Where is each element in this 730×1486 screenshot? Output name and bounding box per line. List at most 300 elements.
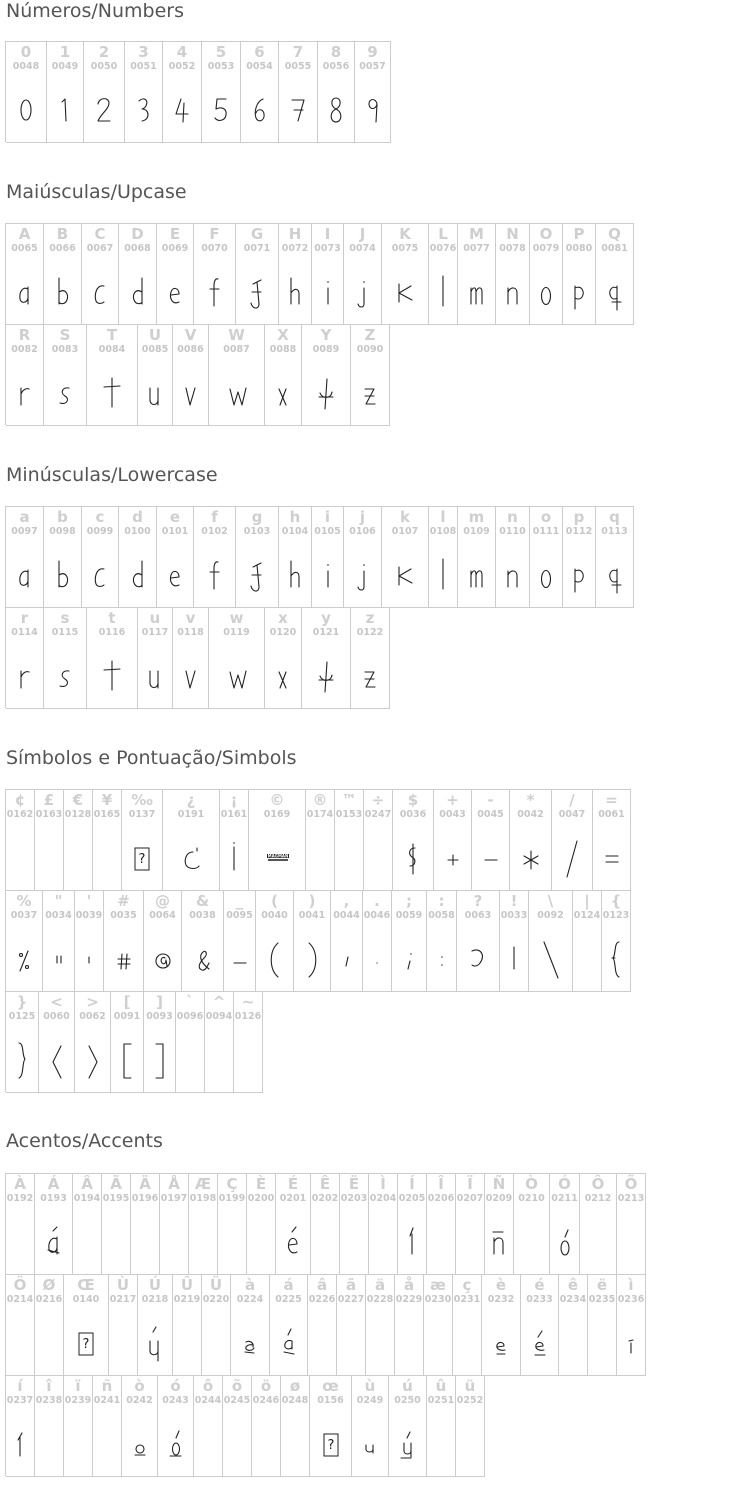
glyph-character-label: Â <box>81 1175 93 1193</box>
glyph-sample <box>427 1205 455 1274</box>
glyph-cell <box>93 790 122 891</box>
glyph-character-label: Ç <box>226 1175 238 1193</box>
glyph-code-label: 0083 <box>51 344 79 355</box>
glyph-code-label: 0196 <box>131 1193 159 1204</box>
glyph-cell <box>366 1275 395 1376</box>
glyph-braceright-icon <box>12 1040 32 1082</box>
glyph-sample <box>220 821 248 890</box>
glyph-code-label: 0058 <box>428 910 455 921</box>
glyph-sample <box>73 1205 101 1274</box>
glyph-code-label: 0225 <box>275 1294 302 1305</box>
glyph-two-icon <box>94 90 114 132</box>
glyph-character-label: p <box>573 508 585 526</box>
glyph-code-label: 0046 <box>363 910 391 921</box>
glyph-character-label: E <box>169 225 181 243</box>
glyph-code-label: 0140 <box>72 1294 100 1305</box>
glyph-sample <box>138 1306 172 1375</box>
glyph-sample <box>44 356 86 425</box>
glyph-cell <box>84 42 125 143</box>
glyph-code-label: 0065 <box>11 243 38 254</box>
glyph-sample <box>496 255 529 324</box>
glyph-character-label: Ø <box>42 1276 56 1294</box>
glyph-cell <box>521 1275 559 1376</box>
glyph-cell <box>596 507 634 608</box>
glyph-cell <box>6 1174 35 1275</box>
glyph-cell <box>104 891 144 992</box>
glyph-grid-row <box>5 890 631 991</box>
glyph-code-label: 0062 <box>79 1011 106 1022</box>
glyph-code-label: 0246 <box>252 1395 280 1406</box>
glyph-code-label: 0195 <box>102 1193 130 1204</box>
glyph-sample <box>144 1023 175 1092</box>
glyph-character-label: / <box>569 791 575 809</box>
glyph-code-label: 0237 <box>6 1395 34 1406</box>
glyph-i-icon <box>318 555 338 597</box>
glyph-code-label: 0096 <box>176 1011 204 1022</box>
glyph-cell <box>93 1376 122 1477</box>
glyph-cell <box>456 1174 485 1275</box>
glyph-character-label: ^ <box>212 993 226 1011</box>
glyph-braceleft-icon <box>606 939 626 981</box>
glyph-character-label: * <box>526 791 535 809</box>
glyph-d-icon <box>128 555 148 597</box>
glyph-code-label: 0232 <box>487 1294 515 1305</box>
glyph-sample <box>496 538 529 607</box>
glyph-sample <box>6 639 43 708</box>
glyph-cell <box>131 1174 160 1275</box>
glyph-character-label: Ã <box>110 1175 122 1193</box>
glyph-cell <box>205 992 234 1093</box>
glyph-code-label: 0104 <box>281 526 309 537</box>
glyph-character-label: £ <box>43 791 55 809</box>
glyph-sample <box>429 255 457 324</box>
svg-text:?: ? <box>138 851 146 867</box>
glyph-character-label: : <box>438 892 445 910</box>
glyph-character-label: Ï <box>467 1175 473 1193</box>
glyph-cell <box>456 1376 485 1477</box>
glyph-cell <box>6 507 44 608</box>
glyph-logo-icon <box>267 838 287 880</box>
glyph-cell <box>189 1174 218 1275</box>
glyph-sample <box>563 538 595 607</box>
glyph-cell <box>457 891 500 992</box>
glyph-code-label: 0042 <box>517 809 544 820</box>
glyph-four-icon <box>172 90 192 132</box>
glyph-k-icon <box>395 272 415 314</box>
glyph-nine-icon <box>363 90 383 132</box>
glyph-character-label: A <box>18 225 31 243</box>
glyph-cell <box>312 507 344 608</box>
glyph-cell <box>223 1376 252 1477</box>
glyph-character-label: m <box>468 508 485 526</box>
glyph-m-icon <box>467 555 487 597</box>
glyph-sample <box>312 538 343 607</box>
glyph-cell <box>247 1174 276 1275</box>
glyph-code-label: 0198 <box>189 1193 217 1204</box>
glyph-code-label: 0248 <box>281 1395 309 1406</box>
glyph-cell <box>234 992 263 1093</box>
glyph-code-label: 0041 <box>298 910 326 921</box>
glyph-code-label: 0098 <box>49 526 76 537</box>
glyph-sample <box>500 922 528 991</box>
glyph-sample <box>312 255 343 324</box>
glyph-sample <box>35 1407 63 1476</box>
glyph-character-label: @ <box>155 892 170 910</box>
glyph-code-label: 0037 <box>10 910 38 921</box>
glyph-cell <box>256 891 294 992</box>
glyph-code-label: 0043 <box>439 809 466 820</box>
glyph-sample <box>173 356 208 425</box>
glyph-t-icon <box>102 373 122 415</box>
glyph-code-label: 0076 <box>429 243 457 254</box>
glyph-at-icon <box>153 939 173 981</box>
glyph-cell <box>559 1275 588 1376</box>
glyph-sample <box>6 821 34 890</box>
glyph-character-label: ì <box>628 1276 634 1294</box>
glyph-sample <box>6 356 43 425</box>
glyph-character-label: l <box>440 508 446 526</box>
glyph-character-label: z <box>365 609 375 627</box>
glyph-code-label: 0192 <box>6 1193 34 1204</box>
glyph-character-label: Ä <box>139 1175 151 1193</box>
glyph-code-label: 0219 <box>173 1294 201 1305</box>
glyph-sample <box>294 922 330 991</box>
glyph-code-label: 0234 <box>559 1294 587 1305</box>
glyph-character-label: ç <box>462 1276 472 1294</box>
glyph-sample <box>35 1306 63 1375</box>
glyph-character-label: Í <box>409 1175 415 1193</box>
glyph-sample <box>344 538 381 607</box>
glyph-sample <box>64 1407 92 1476</box>
glyph-oacute_s-icon <box>166 1424 186 1466</box>
glyph-sample <box>573 922 601 991</box>
glyph-sample <box>340 1205 368 1274</box>
glyph-quotesingle-icon <box>79 939 99 981</box>
glyph-sample <box>552 821 592 890</box>
glyph-character-label: i <box>324 508 331 526</box>
glyph-code-label: 0102 <box>201 526 228 537</box>
glyph-cell <box>302 325 351 426</box>
glyph-character-label: t <box>108 609 116 627</box>
glyph-exclam-icon <box>504 939 524 981</box>
glyph-sample <box>279 538 311 607</box>
glyph-character-label: ] <box>156 993 163 1011</box>
glyph-missing-icon <box>132 838 152 880</box>
glyph-ampersand-icon <box>193 939 213 981</box>
glyph-sample <box>434 821 471 890</box>
glyph-code-label: 0099 <box>86 526 114 537</box>
glyph-code-label: 0092 <box>537 910 564 921</box>
glyph-cell <box>310 1376 352 1477</box>
glyph-code-label: 0119 <box>223 627 250 638</box>
glyph-code-label: 0243 <box>162 1395 189 1406</box>
glyph-code-label: 0245 <box>223 1395 251 1406</box>
glyph-character-label: o <box>540 508 552 526</box>
glyph-cell <box>119 507 157 608</box>
glyph-sample <box>194 1407 222 1476</box>
glyph-uacute_s-icon <box>398 1424 418 1466</box>
glyph-sample <box>427 1407 455 1476</box>
glyph-cell <box>43 891 75 992</box>
glyph-character-label: . <box>374 892 380 910</box>
glyph-cell <box>485 1174 514 1275</box>
glyph-cell <box>602 891 631 992</box>
glyph-character-label: k <box>400 508 410 526</box>
glyph-cell <box>306 790 335 891</box>
glyph-c-icon <box>90 272 110 314</box>
glyph-cell <box>427 891 457 992</box>
glyph-code-label: 0111 <box>532 526 560 537</box>
glyph-i-icon <box>318 272 338 314</box>
glyph-code-label: 0087 <box>223 344 250 355</box>
glyph-sample <box>456 1407 484 1476</box>
glyph-cell <box>389 1376 427 1477</box>
glyph-character-label: \ <box>547 892 554 910</box>
glyph-character-label: 7 <box>292 43 304 61</box>
glyph-sample <box>456 1205 484 1274</box>
glyph-sample <box>6 255 43 324</box>
glyph-code-label: 0224 <box>236 1294 264 1305</box>
glyph-eacute-icon <box>283 1222 303 1264</box>
glyph-grid-row <box>5 41 391 142</box>
glyph-sample <box>87 639 137 708</box>
glyph-cell <box>395 1275 424 1376</box>
glyph-code-label: 0035 <box>110 910 137 921</box>
glyph-cell <box>265 608 302 709</box>
glyph-sample <box>593 821 630 890</box>
glyph-cell <box>231 1275 270 1376</box>
glyph-sample <box>458 538 495 607</box>
glyph-sample <box>111 1023 143 1092</box>
glyph-s-icon <box>55 656 75 698</box>
glyph-code-label: 0228 <box>366 1294 394 1305</box>
glyph-character-label: ä <box>374 1276 386 1294</box>
glyph-sample <box>122 821 162 890</box>
glyph-character-label: ! <box>510 892 518 910</box>
glyph-sample <box>82 255 118 324</box>
glyph-code-label: 0227 <box>337 1294 365 1305</box>
glyph-cell <box>209 325 265 426</box>
glyph-sample <box>163 821 219 890</box>
glyph-b-icon <box>53 555 73 597</box>
glyph-cell <box>35 790 64 891</box>
glyph-character-label: ñ <box>101 1377 113 1395</box>
glyph-sample <box>223 1407 251 1476</box>
glyph-grid-row <box>5 506 634 607</box>
glyph-sample <box>163 73 201 142</box>
glyph-code-label: 0121 <box>312 627 340 638</box>
glyph-code-label: 0123 <box>602 910 630 921</box>
glyph-character-label: Y <box>320 326 332 344</box>
glyph-character-label: æ <box>430 1276 446 1294</box>
glyph-cell <box>249 790 306 891</box>
glyph-code-label: 0235 <box>588 1294 616 1305</box>
glyph-code-label: 0085 <box>141 344 169 355</box>
glyph-e-icon <box>165 555 185 597</box>
glyph-sample <box>209 639 264 708</box>
glyph-code-label: 0229 <box>395 1294 423 1305</box>
glyph-cell <box>122 1376 158 1477</box>
glyph-character-label: S <box>59 326 71 344</box>
glyph-sample <box>224 922 255 991</box>
glyph-code-label: 0078 <box>499 243 526 254</box>
glyph-code-label: 0210 <box>518 1193 545 1204</box>
glyph-sample <box>6 538 43 607</box>
glyph-invquestion-icon <box>181 838 201 880</box>
glyph-cell <box>236 507 279 608</box>
glyph-cell <box>138 608 173 709</box>
glyph-cell <box>224 891 256 992</box>
section-title-numbers: Números/Numbers <box>6 0 184 22</box>
glyph-code-label: 0217 <box>109 1294 137 1305</box>
glyph-code-label: 0106 <box>349 526 376 537</box>
glyph-cell <box>392 891 427 992</box>
glyph-code-label: 0091 <box>113 1011 141 1022</box>
glyph-code-label: 0053 <box>207 61 235 72</box>
glyph-code-label: 0061 <box>598 809 625 820</box>
glyph-sample <box>331 922 362 991</box>
glyph-o-icon <box>536 272 556 314</box>
svg-text:?: ? <box>327 1437 334 1453</box>
glyph-character-label: w <box>229 609 244 627</box>
glyph-cell <box>458 224 496 325</box>
glyph-cell <box>429 507 458 608</box>
glyph-cell <box>510 790 552 891</box>
glyph-cell <box>35 1174 73 1275</box>
glyph-cell <box>363 891 392 992</box>
glyph-code-label: 0207 <box>456 1193 484 1204</box>
glyph-quotedbl-icon <box>49 939 69 981</box>
glyph-m-icon <box>467 272 487 314</box>
glyph-grid-row <box>5 991 263 1092</box>
glyph-character-label: ? <box>473 892 483 910</box>
glyph-u-icon <box>145 373 165 415</box>
glyph-sample <box>173 639 208 708</box>
glyph-cell <box>335 790 364 891</box>
glyph-code-label: 0165 <box>93 809 121 820</box>
glyph-sample <box>550 1205 579 1274</box>
glyph-code-label: 0048 <box>12 61 40 72</box>
glyph-code-label: 0089 <box>312 344 340 355</box>
glyph-character-label: ô <box>202 1377 214 1395</box>
glyph-sample <box>337 1306 365 1375</box>
glyph-colon-icon <box>432 939 452 981</box>
glyph-character-label: è <box>495 1276 507 1294</box>
glyph-comma-icon <box>337 939 357 981</box>
glyph-sample <box>249 821 305 890</box>
glyph-code-label: 0233 <box>526 1294 553 1305</box>
glyph-character-label: ü <box>464 1377 476 1395</box>
glyph-cell <box>6 891 43 992</box>
glyph-sample <box>44 538 81 607</box>
glyph-character-label: x <box>278 609 288 627</box>
glyph-sample <box>351 639 389 708</box>
glyph-code-label: 0199 <box>218 1193 246 1204</box>
glyph-code-label: 0241 <box>93 1395 121 1406</box>
glyph-cell <box>398 1174 427 1275</box>
glyph-character-label: + <box>446 791 459 809</box>
glyph-sample <box>189 1205 217 1274</box>
glyph-sample <box>93 1407 121 1476</box>
glyph-cell <box>318 42 355 143</box>
glyph-code-label: 0045 <box>477 809 504 820</box>
glyph-character-label: ( <box>271 892 278 910</box>
glyph-sample <box>35 1205 72 1274</box>
glyph-sample <box>93 821 121 890</box>
glyph-character-label: 8 <box>330 43 342 61</box>
glyph-code-label: 0201 <box>279 1193 307 1204</box>
glyph-cell <box>351 325 390 426</box>
glyph-character-label: D <box>131 225 144 243</box>
glyph-cell <box>6 1275 35 1376</box>
glyph-cell <box>344 224 382 325</box>
glyph-sample <box>6 73 46 142</box>
glyph-code-label: 0084 <box>98 344 126 355</box>
glyph-code-label: 0216 <box>35 1294 63 1305</box>
glyph-character-label: } <box>16 993 28 1011</box>
glyph-character-label: 2 <box>98 43 110 61</box>
glyph-cell <box>144 891 182 992</box>
glyph-cell <box>44 507 82 608</box>
glyph-code-label: 0034 <box>45 910 72 921</box>
glyph-character-label: À <box>14 1175 26 1193</box>
glyph-character-label: ë <box>596 1276 608 1294</box>
glyph-character-label: É <box>287 1175 299 1193</box>
glyph-character-label: õ <box>231 1377 243 1395</box>
glyph-character-label: C <box>94 225 106 243</box>
glyph-character-label: Û <box>180 1276 194 1294</box>
glyph-sample <box>47 73 83 142</box>
glyph-cell <box>44 608 87 709</box>
glyph-cell <box>344 507 382 608</box>
glyph-sample <box>138 639 172 708</box>
glyph-sample <box>82 538 118 607</box>
glyph-code-label: 0103 <box>243 526 271 537</box>
glyph-code-label: 0213 <box>617 1193 645 1204</box>
glyph-code-label: 0116 <box>98 627 126 638</box>
glyph-character-label: ÷ <box>371 791 385 809</box>
glyph-sample <box>35 821 63 890</box>
glyph-cell <box>6 992 39 1093</box>
glyph-sample <box>64 1306 108 1375</box>
glyph-character-label: s <box>60 609 70 627</box>
glyph-oacute-icon <box>555 1222 575 1264</box>
glyph-character-label: ' <box>86 892 92 910</box>
glyph-cell <box>176 992 205 1093</box>
glyph-equal-icon <box>602 838 622 880</box>
glyph-sample <box>6 1205 34 1274</box>
glyph-character-label: ö <box>260 1377 272 1395</box>
glyph-character-label: _ <box>235 892 244 910</box>
glyph-sample <box>256 922 293 991</box>
glyph-code-label: 0156 <box>317 1395 344 1406</box>
glyph-sample <box>75 1023 110 1092</box>
glyph-character-label: å <box>403 1276 415 1294</box>
glyph-b-icon <box>53 272 73 314</box>
glyph-sample <box>596 255 633 324</box>
glyph-code-label: 0067 <box>86 243 114 254</box>
glyph-code-label: 0126 <box>234 1011 262 1022</box>
glyph-code-label: 0038 <box>189 910 216 921</box>
glyph-character-label: [ <box>123 993 131 1011</box>
glyph-character-label: v <box>185 609 196 627</box>
glyph-cell <box>617 1275 646 1376</box>
glyph-code-label: 0161 <box>220 809 248 820</box>
glyph-cell <box>163 790 220 891</box>
glyph-cell <box>279 42 318 143</box>
glyph-code-label: 0242 <box>126 1395 153 1406</box>
glyph-character-label: H <box>288 225 302 243</box>
